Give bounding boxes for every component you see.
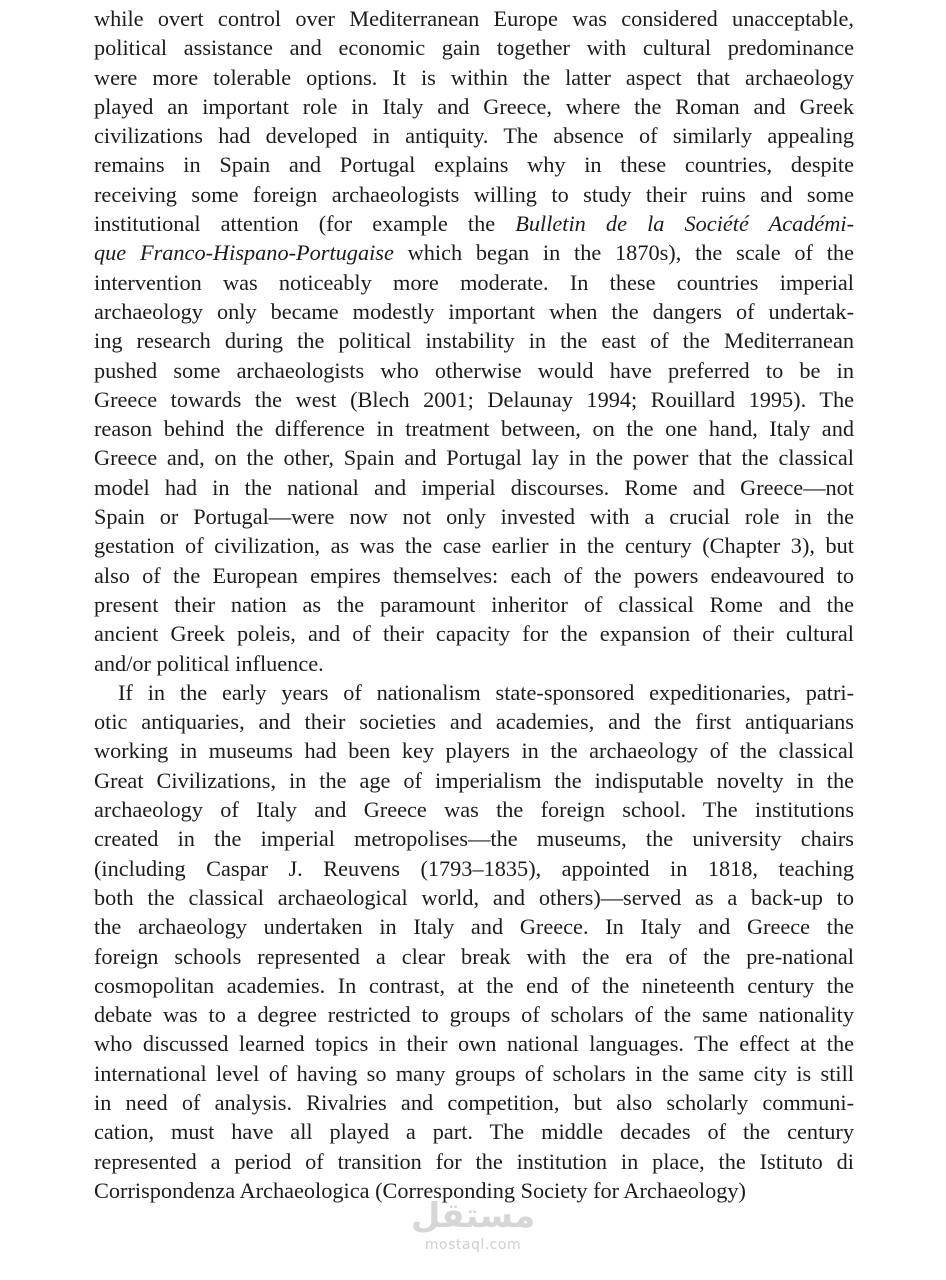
- text-line: [94, 1088, 854, 1117]
- text-segment: (including Caspar J. Reuvens (1793–1835), appointed in 1818, teaching: [94, 855, 854, 881]
- text-line: [94, 824, 854, 853]
- text-line: [94, 63, 854, 92]
- text-segment: the archaeology undertaken in Italy and Greece. In Italy and Greece the: [94, 914, 854, 940]
- text-segment: were more tolerable options. It is within the latter aspect that archaeology: [94, 64, 854, 90]
- text-line: [94, 971, 854, 1000]
- text-line: [94, 912, 854, 941]
- text-segment: created in the imperial metropolises—the museums, the university chairs: [94, 826, 854, 852]
- text-line: [94, 678, 854, 707]
- text-segment: played an important role in Italy and Greece, where the Roman and Greek: [94, 93, 854, 119]
- text-segment: who discussed learned topics in their own national languages. The effect at the: [94, 1031, 854, 1057]
- text-line: [94, 121, 854, 150]
- text-line: [94, 1059, 854, 1088]
- text-line: [94, 238, 854, 267]
- text-segment: civilizations had developed in antiquity. The absence of similarly appealing: [94, 123, 854, 149]
- text-segment: intervention was noticeably more moderate. In these countries imperial: [94, 269, 854, 295]
- text-line: [94, 209, 854, 238]
- text-segment: archaeology of Italy and Greece was the foreign school. The institutions: [94, 797, 854, 823]
- text-line: [94, 443, 854, 472]
- text-line: [94, 326, 854, 355]
- text-segment: political assistance and economic gain together with cultural predominance: [94, 35, 854, 61]
- text-line: [94, 707, 854, 736]
- text-line: [94, 766, 854, 795]
- text-line: [94, 619, 854, 648]
- text-line: [94, 590, 854, 619]
- text-line: [94, 356, 854, 385]
- body-text: [94, 4, 854, 1205]
- text-line: [94, 1000, 854, 1029]
- text-segment: remains in Spain and Portugal explains why in these countries, despite: [94, 152, 854, 178]
- text-line: [94, 1029, 854, 1058]
- text-segment: ancient Greek poleis, and of their capacity for the expansion of their cultural: [94, 621, 854, 647]
- watermark: [398, 1196, 548, 1262]
- text-line: [94, 531, 854, 560]
- text-line: [94, 883, 854, 912]
- italic-title: que Franco-Hispano-Portugaise: [94, 240, 394, 266]
- text-segment: ing research during the political instability in the east of the Mediterranean: [94, 328, 854, 354]
- text-line: [94, 1147, 854, 1176]
- text-line: [94, 502, 854, 531]
- text-line: [94, 268, 854, 297]
- text-segment: working in museums had been key players in the archaeology of the classical: [94, 738, 854, 764]
- text-segment: pushed some archaeologists who otherwise would have preferred to be in: [94, 357, 854, 383]
- text-line: [94, 414, 854, 443]
- text-segment: Great Civilizations, in the age of imperialism the indisputable novelty in the: [94, 767, 854, 793]
- text-segment: debate was to a degree restricted to groups of scholars of the same nationality: [94, 1002, 854, 1028]
- text-segment: Spain or Portugal—were now not only invested with a crucial role in the: [94, 504, 854, 530]
- text-segment: Corrispondenza Archaeologica (Corresponding Society for Archaeology): [94, 1177, 746, 1203]
- text-line: [94, 385, 854, 414]
- text-segment: represented a period of transition for the institution in place, the Istituto di: [94, 1148, 854, 1174]
- text-line: [94, 561, 854, 590]
- text-segment: and/or political influence.: [94, 650, 324, 676]
- text-segment: present their nation as the paramount inheritor of classical Rome and the: [94, 591, 854, 617]
- text-line: [94, 33, 854, 62]
- text-line: [94, 649, 854, 678]
- text-line: [94, 795, 854, 824]
- text-segment: Greece and, on the other, Spain and Portugal lay in the power that the classical: [94, 445, 854, 471]
- text-line: [94, 92, 854, 121]
- text-segment: international level of having so many groups of scholars in the same city is still: [94, 1060, 854, 1086]
- text-segment: If in the early years of nationalism state-sponsored expeditionaries, patri-: [118, 679, 854, 705]
- text-segment: gestation of civilization, as was the case earlier in the century (Chapter 3), but: [94, 533, 854, 559]
- text-line: [94, 180, 854, 209]
- watermark-url: mostaql.com: [424, 1237, 522, 1253]
- text-segment: cosmopolitan academies. In contrast, at the end of the nineteenth century the: [94, 972, 854, 998]
- text-segment: receiving some foreign archaeologists willing to study their ruins and some: [94, 181, 854, 207]
- text-segment: foreign schools represented a clear break with the era of the pre-national: [94, 943, 854, 969]
- text-segment: institutional attention (for example the: [94, 211, 516, 237]
- text-segment: archaeology only became modestly important when the dangers of undertak-: [94, 298, 854, 324]
- italic-title: Bulletin de la Société Académi-: [515, 211, 855, 237]
- text-segment: cation, must have all played a part. The middle decades of the century: [94, 1119, 854, 1145]
- text-line: [94, 736, 854, 765]
- text-segment: model had in the national and imperial discourses. Rome and Greece—not: [94, 474, 854, 500]
- text-segment: which began in the 1870s), the scale of the: [393, 240, 854, 266]
- text-line: [94, 473, 854, 502]
- watermark-logo: مستقل: [410, 1196, 536, 1236]
- text-segment: in need of analysis. Rivalries and competition, but also scholarly communi-: [94, 1089, 854, 1115]
- text-line: [94, 942, 854, 971]
- text-segment: while overt control over Mediterranean Europe was considered unacceptable,: [94, 6, 854, 31]
- text-line: [94, 4, 854, 33]
- text-segment: otic antiquaries, and their societies and academies, and the first antiquarians: [94, 709, 854, 735]
- text-line: [94, 150, 854, 179]
- text-line: [94, 297, 854, 326]
- text-segment: Greece towards the west (Blech 2001; Delaunay 1994; Rouillard 1995). The: [94, 386, 854, 412]
- text-line: [94, 854, 854, 883]
- text-segment: reason behind the difference in treatment between, on the one hand, Italy and: [94, 416, 854, 442]
- text-line: [94, 1117, 854, 1146]
- text-segment: also of the European empires themselves: each of the powers endeavoured to: [94, 562, 854, 588]
- text-segment: both the classical archaeological world, and others)—served as a back-up to: [94, 884, 854, 910]
